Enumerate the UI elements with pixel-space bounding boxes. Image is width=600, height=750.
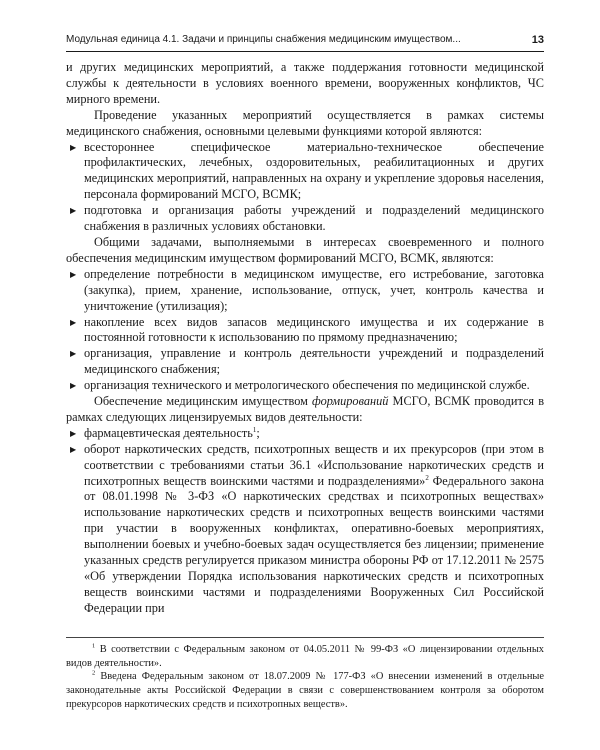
paragraph: Общими задачами, выполняемыми в интересах своевременного и полного обеспечения медицинским имуществом формирований МСГО, ВСМК, являются: bbox=[66, 234, 544, 265]
text-run: МСГО, ВСМК проводится в рамках следующих лицензируемых видов деятельности: bbox=[66, 394, 545, 424]
triangle-bullet-icon bbox=[70, 315, 76, 331]
text-run: Обеспечение медицинским имуществом bbox=[94, 394, 313, 409]
list-item-text: организация, управление и контроль деятельности учреждений и подразделений медицинского снабжения; bbox=[84, 346, 544, 377]
triangle-bullet-icon bbox=[70, 140, 76, 156]
list-item bbox=[66, 315, 544, 347]
footnote bbox=[66, 643, 544, 670]
triangle-bullet-icon bbox=[70, 267, 76, 283]
list-item-text: Федерального закона от 08.01.1998 № 3-ФЗ «О наркотических средствах и психотропных веществах» использование наркотических средств и психотропных веществ воинскими частями при участии в вооруженных конфликтах, оперативно-боевых мероприятиях, выполнении боевых и учебно-боевых задач осуществляется без лицензии; применение указанных средств регулируется приказом министра обороны РФ от 17.12.2011 № 2575 «Об утверждении Порядка использования наркотических средств и психотропных веществ воинскими частями и подразделениями Вооруженных Сил Российской Федерации при bbox=[84, 473, 544, 615]
footnote-rule bbox=[66, 637, 544, 638]
paragraph: и других медицинских мероприятий, а также поддержания готовности медицинской службы к деятельности в условиях военного времени, вооруженных конфликтов, ЧС мирного времени. bbox=[66, 60, 544, 106]
footnote-ref: 2 bbox=[425, 473, 429, 482]
list-item-text: определение потребности в медицинском имуществе, его истребование, заготовка (закупка), прием, хранение, использование, отпуск, учет, контроль качества и уничтожение (утилизация); bbox=[84, 266, 544, 313]
header-rule bbox=[66, 51, 544, 52]
footnotes bbox=[66, 643, 544, 712]
footnote-mark: 2 bbox=[92, 669, 96, 677]
triangle-bullet-icon bbox=[70, 346, 76, 362]
licensed-activities-list bbox=[66, 426, 544, 617]
list-item-text: фармацевтическая деятельность bbox=[84, 425, 253, 440]
list-item bbox=[66, 203, 544, 235]
triangle-bullet-icon bbox=[70, 426, 76, 442]
footnote-ref: 1 bbox=[252, 425, 257, 434]
tasks-list bbox=[66, 267, 544, 394]
paragraph: Проведение указанных мероприятий осуществляется в рамках системы медицинского снабжения, основными целевыми функциями которой являются: bbox=[66, 107, 544, 138]
emphasis-text: формирований bbox=[312, 394, 389, 409]
main-text bbox=[66, 60, 544, 617]
list-item-text: оборот наркотических средств, психотропных веществ и их прекурсоров (при этом в соответствии с требованиями статьи 36.1 «Использование наркотических средств и психотропных веществ воинскими частями и подразделениями» bbox=[84, 441, 544, 488]
page-number: 13 bbox=[531, 34, 544, 46]
list-item bbox=[66, 267, 544, 315]
footnote-mark: 1 bbox=[92, 642, 96, 650]
list-item-text: всестороннее специфическое материально-техническое обеспечение профилактических, лечебных, оздоровительных, реабилитационных и других медицинских мероприятий, направленных на охрану и укрепление здоровья населения, персонала формирований МСГО, ВСМК; bbox=[84, 139, 544, 202]
running-header bbox=[66, 31, 544, 49]
list-item bbox=[66, 442, 544, 617]
functions-list bbox=[66, 140, 544, 235]
footnote bbox=[66, 670, 544, 711]
triangle-bullet-icon bbox=[70, 203, 76, 219]
running-title: Модульная единица 4.1. Задачи и принципы снабжения медицинским имуществом... bbox=[66, 34, 461, 45]
triangle-bullet-icon bbox=[70, 442, 76, 458]
list-item bbox=[66, 426, 544, 442]
list-item-text: организация технического и метрологического обеспечения по медицинской службе. bbox=[84, 378, 530, 393]
triangle-bullet-icon bbox=[70, 378, 76, 394]
list-item bbox=[66, 346, 544, 378]
list-item bbox=[66, 378, 544, 394]
list-item-text: подготовка и организация работы учреждений и подразделений медицинского снабжения в различных условиях обстановки. bbox=[84, 203, 544, 234]
text-run: ; bbox=[256, 425, 260, 440]
list-item bbox=[66, 140, 544, 204]
footnote-text: Введена Федеральным законом от 18.07.2009 № 177-ФЗ «О внесении изменений в отдельные законодательные акты Российской Федерации в связи с совершенствованием контроля за оборотом прекурсоров наркотических средств и психотропных веществ». bbox=[66, 671, 544, 710]
paragraph bbox=[66, 394, 544, 426]
list-item-text: накопление всех видов запасов медицинского имущества и их содержание в постоянной готовности к использованию по прямому предназначению; bbox=[84, 314, 544, 345]
footnote-text: В соответствии с Федеральным законом от 04.05.2011 № 99-ФЗ «О лицензировании отдельных видов деятельности». bbox=[66, 644, 544, 669]
